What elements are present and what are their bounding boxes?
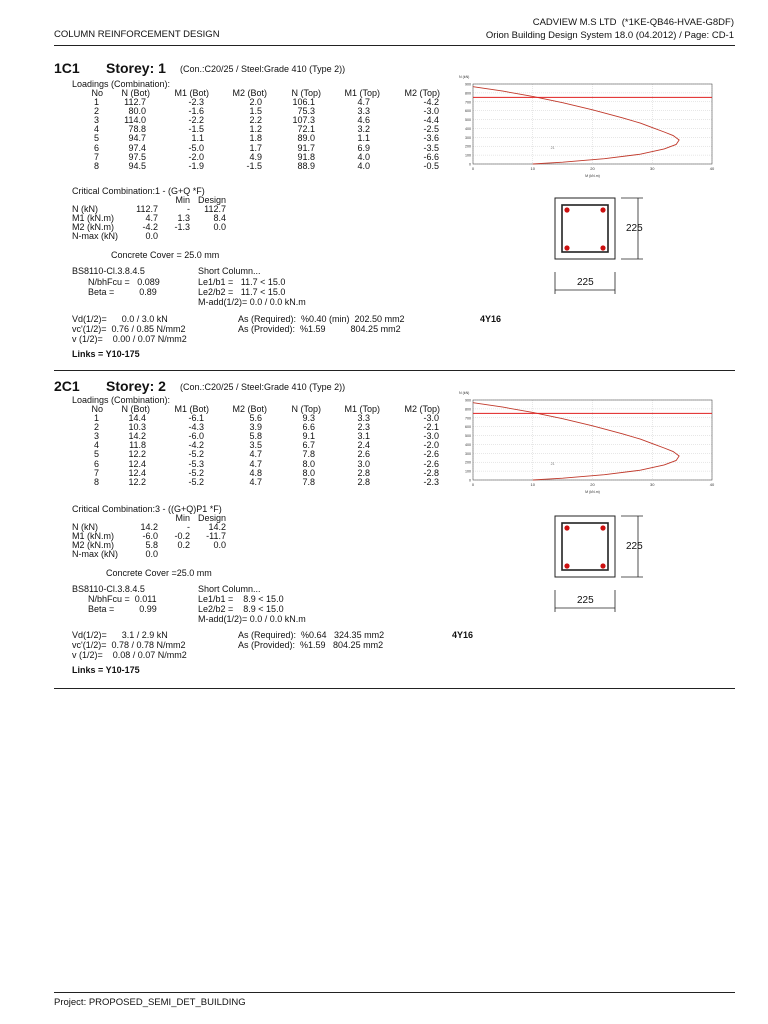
col-header: M1 (Bot)	[174, 88, 209, 98]
section-width-label: 225	[577, 277, 594, 288]
interaction-diagram-chart	[456, 390, 716, 494]
cell: -5.0	[188, 142, 204, 153]
x-tick-label: 20	[590, 166, 595, 171]
col-header: N (Bot)	[121, 404, 150, 414]
cell: N-max (kN)	[72, 549, 118, 560]
cell: -6.0	[142, 531, 158, 542]
section-width-label: 225	[577, 595, 594, 606]
column-section-drawing	[548, 192, 658, 302]
cell: -2.6	[423, 449, 439, 460]
cell: 78.8	[128, 124, 146, 135]
y-tick-label: 100	[465, 153, 471, 158]
cell: 5.8	[145, 540, 158, 551]
cell: -2.5	[423, 124, 439, 135]
nbhfcu-value: N/bhFcu = 0.089	[88, 277, 160, 287]
cell: 1.1	[357, 133, 370, 144]
section-outline	[555, 198, 615, 259]
col-header: N (Top)	[291, 88, 321, 98]
col-header: M2 (Top)	[404, 88, 440, 98]
cell: N (kN)	[72, 522, 98, 533]
cell: Min	[175, 195, 190, 205]
rebar-bar	[564, 525, 569, 530]
cell: -0.5	[423, 160, 439, 171]
cell: 91.7	[297, 142, 315, 153]
as-required: As (Required): %0.64 324.35 mm2	[238, 630, 385, 640]
cell: 2.6	[357, 449, 370, 460]
cell: 2.0	[249, 97, 262, 108]
cell: -11.7	[206, 531, 226, 542]
interaction-diagram-chart	[456, 74, 716, 178]
cell: 91.8	[297, 151, 315, 162]
cell: 7.8	[302, 449, 315, 460]
cell: 3.5	[249, 440, 262, 451]
cell: -0.2	[174, 531, 190, 542]
shear-vd: Vd(1/2)= 0.0 / 3.0 kN	[72, 314, 168, 324]
table-row	[72, 550, 226, 559]
cell: -5.2	[188, 449, 204, 460]
cell: N (kN)	[72, 204, 98, 215]
y-tick-label: 800	[465, 407, 471, 412]
cell: 112.7	[136, 204, 158, 215]
cell: 6.6	[302, 422, 315, 433]
cell: 6	[93, 142, 99, 153]
cell: -1.5	[246, 160, 262, 171]
cell: M1 (kN.m)	[72, 213, 114, 224]
storey-label: Storey: 2	[106, 378, 166, 394]
short-column-label: Short Column...	[198, 266, 261, 276]
cell: 2.8	[357, 476, 370, 487]
cell	[190, 232, 226, 241]
y-tick-label: 800	[465, 91, 471, 96]
cell: 12.4	[128, 458, 146, 469]
section-outline	[555, 516, 615, 577]
y-tick-label: 300	[465, 451, 471, 456]
additional-moment: M-add(1/2)= 0.0 / 0.0 kN.m	[198, 297, 306, 307]
section-divider	[54, 370, 735, 371]
rebar-bar	[600, 525, 605, 530]
shear-vd: Vd(1/2)= 3.1 / 2.9 kN	[72, 630, 168, 640]
cell: 3.2	[357, 124, 370, 135]
cell: 3	[93, 431, 99, 442]
cell: 0.0	[213, 222, 226, 233]
y-tick-label: 100	[465, 469, 471, 474]
cell	[158, 232, 190, 241]
cell: 4.0	[357, 160, 370, 171]
cell: 4.7	[249, 449, 262, 460]
loadings-label: Loadings (Combination):	[72, 79, 171, 89]
slenderness-2: Le2/b2 = 8.9 < 15.0	[198, 604, 284, 614]
cell: -3.0	[423, 431, 439, 442]
cell: 14.2	[208, 522, 226, 533]
cell: -4.2	[142, 222, 158, 233]
cell: 5.6	[249, 413, 262, 424]
interaction-curve	[473, 403, 679, 480]
col-header: N (Bot)	[121, 88, 150, 98]
links-label: Links = Y10-175	[72, 349, 140, 359]
cell: 1.7	[249, 142, 262, 153]
y-tick-label: 700	[465, 100, 471, 105]
concrete-cover: Concrete Cover = 25.0 mm	[111, 250, 220, 260]
cell: 10.3	[128, 422, 146, 433]
cell: 14.2	[128, 431, 146, 442]
cell: 5	[93, 449, 99, 460]
cell: 4.0	[357, 151, 370, 162]
cell: 106.1	[292, 97, 315, 108]
section-height-label: 225	[626, 541, 643, 552]
x-tick-label: 10	[530, 166, 535, 171]
link-outline	[562, 205, 608, 252]
cell: -2.0	[423, 440, 439, 451]
cell: 2.2	[249, 115, 262, 126]
cell: 88.9	[297, 160, 315, 171]
footer-divider	[54, 992, 735, 993]
cell: 4.9	[249, 151, 262, 162]
cell: 8.4	[213, 213, 226, 224]
slenderness-2: Le2/b2 = 11.7 < 15.0	[198, 287, 286, 297]
cell: -2.6	[423, 458, 439, 469]
loadings-table	[80, 405, 440, 487]
cell: 1.8	[249, 133, 262, 144]
y-tick-label: 900	[465, 82, 471, 87]
cell: 3	[93, 115, 99, 126]
cell: -5.2	[188, 467, 204, 478]
cell: 94.7	[128, 133, 146, 144]
cell: 4.8	[249, 467, 262, 478]
table-row	[72, 232, 226, 241]
link-outline	[562, 523, 608, 570]
slenderness-1: Le1/b1 = 11.7 < 15.0	[198, 277, 286, 287]
cell: -3.5	[423, 142, 439, 153]
rebar-bar	[564, 207, 569, 212]
critical-table	[72, 514, 226, 559]
section-height-label: 225	[626, 223, 643, 234]
cell: -2.2	[188, 115, 204, 126]
cell: 14.4	[128, 413, 146, 424]
cell: 1.3	[177, 213, 190, 224]
cell: 1.5	[249, 106, 262, 117]
cell: 1.2	[249, 124, 262, 135]
cell: -1.3	[174, 222, 190, 233]
y-axis-label: N (kN)	[459, 391, 470, 395]
curve-annotation: 21	[550, 461, 555, 466]
col-header: M2 (Bot)	[232, 404, 267, 414]
software-header: Orion Building Design System 18.0 (04.2012) / Page: CD-1	[485, 30, 734, 41]
cell: 6	[93, 458, 99, 469]
cell: 12.2	[128, 449, 146, 460]
cell: -5.3	[188, 458, 204, 469]
y-tick-label: 400	[465, 442, 471, 447]
cell: 7	[93, 151, 99, 162]
critical-combination: Critical Combination:3 - ((G+Q)P1 *F)	[72, 504, 222, 514]
as-provided: As (Provided): %1.59 804.25 mm2	[238, 640, 384, 650]
cell: 1.1	[191, 133, 204, 144]
cell: Design	[197, 195, 226, 205]
y-axis-label: N (kN)	[459, 75, 470, 79]
cell: 107.3	[292, 115, 315, 126]
cell: 3.1	[357, 431, 370, 442]
cell: 2.3	[357, 422, 370, 433]
col-header: N (Top)	[291, 404, 321, 414]
page-title: COLUMN REINFORCEMENT DESIGN	[54, 29, 220, 40]
rebar-label: 4Y16	[452, 630, 474, 640]
cell: -6.1	[188, 413, 204, 424]
shear-vc: vc'(1/2)= 0.76 / 0.85 N/mm2	[72, 324, 186, 334]
cell: 3.9	[249, 422, 262, 433]
cell: 97.5	[128, 151, 146, 162]
cell: 2.8	[357, 467, 370, 478]
cell: 0.2	[177, 540, 190, 551]
cell: -6.0	[188, 431, 204, 442]
cell	[158, 550, 190, 559]
cell: -	[187, 204, 190, 215]
y-tick-label: 0	[469, 162, 471, 167]
cell: 4.7	[357, 97, 370, 108]
rebar-bar	[564, 245, 569, 250]
cell: -5.2	[188, 476, 204, 487]
cell: 3.0	[357, 458, 370, 469]
concrete-cover: Concrete Cover =25.0 mm	[106, 568, 212, 578]
cell: -2.8	[423, 467, 439, 478]
critical-combination: Critical Combination:1 - (G+Q *F)	[72, 186, 205, 196]
beta-value: Beta = 0.89	[88, 287, 157, 297]
x-axis-label: M (kN.m)	[585, 490, 600, 494]
cell: 3.3	[357, 413, 370, 424]
col-header: M2 (Top)	[404, 404, 440, 414]
cell: Design	[197, 513, 226, 523]
cell: M2 (kN.m)	[72, 222, 114, 233]
column-id: 2C1	[54, 378, 80, 394]
as-required: As (Required): %0.40 (min) 202.50 mm2	[238, 314, 405, 324]
y-tick-label: 500	[465, 118, 471, 123]
cell: 0.0	[213, 540, 226, 551]
loadings-label: Loadings (Combination):	[72, 395, 171, 405]
cell: 9.1	[302, 431, 315, 442]
cell: 12.4	[128, 467, 146, 478]
cell: 4	[93, 440, 99, 451]
cell: Min	[175, 513, 190, 523]
cell: 114.0	[124, 115, 146, 126]
cell: -2.0	[188, 151, 204, 162]
cell: -3.0	[423, 413, 439, 424]
cell: 11.8	[129, 440, 146, 451]
cell: 112.7	[124, 97, 146, 108]
cell: -2.1	[423, 422, 439, 433]
x-tick-label: 30	[650, 166, 655, 171]
y-tick-label: 500	[465, 434, 471, 439]
col-header: M2 (Bot)	[232, 88, 267, 98]
cell: -4.4	[423, 115, 439, 126]
rebar-label: 4Y16	[480, 314, 502, 324]
cell: 8	[93, 160, 99, 171]
additional-moment: M-add(1/2)= 0.0 / 0.0 kN.m	[198, 614, 306, 624]
cell: 8.0	[302, 467, 315, 478]
code-clause: BS8110-Cl.3.8.4.5	[72, 584, 145, 594]
nbhfcu-value: N/bhFcu = 0.011	[88, 594, 157, 604]
y-tick-label: 700	[465, 416, 471, 421]
shear-v: v (1/2)= 0.00 / 0.07 N/mm2	[72, 334, 187, 344]
cell: 94.5	[128, 160, 146, 171]
x-tick-label: 40	[709, 166, 715, 171]
table-row	[80, 478, 440, 487]
cell: 2.4	[357, 440, 370, 451]
y-tick-label: 200	[465, 144, 471, 149]
storey-label: Storey: 1	[106, 60, 166, 76]
cell: 112.7	[204, 204, 226, 215]
cell: -4.3	[188, 422, 204, 433]
cell: N-max (kN)	[72, 231, 118, 242]
table-row	[80, 162, 440, 171]
slenderness-1: Le1/b1 = 8.9 < 15.0	[198, 594, 284, 604]
col-header: M1 (Top)	[344, 88, 380, 98]
cell: 4	[93, 124, 99, 135]
cell: 6.7	[302, 440, 315, 451]
cell: 0.0	[145, 549, 158, 560]
cell: 7	[93, 467, 99, 478]
x-tick-label: 0	[471, 482, 475, 487]
cell: 6.9	[357, 142, 370, 153]
cell: 12.2	[128, 476, 146, 487]
cell: 4.7	[145, 213, 158, 224]
cell: 14.2	[140, 522, 158, 533]
cell: -1.9	[188, 160, 204, 171]
y-tick-label: 900	[465, 398, 471, 403]
section-divider	[54, 688, 735, 689]
cell: 8.0	[302, 458, 315, 469]
col-header: No	[91, 88, 103, 98]
material-info: (Con.:C20/25 / Steel:Grade 410 (Type 2))	[180, 64, 346, 74]
cell	[190, 550, 226, 559]
critical-table	[72, 196, 226, 241]
cell: -4.2	[423, 97, 439, 108]
cell: 72.1	[297, 124, 315, 135]
cell: 7.8	[302, 476, 315, 487]
cell: -2.3	[423, 476, 439, 487]
cell: 9.3	[302, 413, 315, 424]
cell: 97.4	[128, 142, 146, 153]
x-tick-label: 30	[650, 482, 655, 487]
cell: 8	[93, 476, 99, 487]
cell: M1 (kN.m)	[72, 531, 114, 542]
cell: 1	[93, 97, 99, 108]
beta-value: Beta = 0.99	[88, 604, 157, 614]
rebar-bar	[600, 245, 605, 250]
company-header: CADVIEW M.S LTD (*1KE-QB46-HVAE-G8DF)	[532, 17, 734, 28]
cell: -4.2	[188, 440, 204, 451]
cell: -1.5	[188, 124, 204, 135]
code-clause: BS8110-Cl.3.8.4.5	[72, 266, 145, 276]
cell: 4.7	[249, 458, 262, 469]
x-tick-label: 40	[709, 482, 715, 487]
cell: 5	[93, 133, 99, 144]
cell: 4.6	[357, 115, 370, 126]
curve-annotation: 21	[550, 145, 555, 150]
col-header: M1 (Bot)	[174, 404, 209, 414]
rebar-bar	[600, 563, 605, 568]
cell: -2.3	[188, 97, 204, 108]
cell: M2 (kN.m)	[72, 540, 114, 551]
as-provided: As (Provided): %1.59 804.25 mm2	[238, 324, 401, 334]
col-header: M1 (Top)	[344, 404, 380, 414]
cell: 4.7	[249, 476, 262, 487]
cell: 80.0	[128, 106, 146, 117]
rebar-bar	[564, 563, 569, 568]
loadings-table	[80, 89, 440, 171]
y-tick-label: 600	[465, 425, 471, 430]
x-tick-label: 0	[471, 166, 475, 171]
interaction-curve	[473, 87, 679, 164]
column-section-drawing	[548, 510, 658, 620]
short-column-label: Short Column...	[198, 584, 261, 594]
cell: -3.0	[423, 106, 439, 117]
cell: -	[187, 522, 190, 533]
cell: 75.3	[297, 106, 315, 117]
cell: 5.8	[249, 431, 262, 442]
x-tick-label: 10	[530, 482, 535, 487]
cell: 3.3	[357, 106, 370, 117]
x-axis-label: M (kN.m)	[585, 174, 600, 178]
y-tick-label: 0	[469, 478, 471, 483]
x-tick-label: 20	[590, 482, 595, 487]
y-tick-label: 200	[465, 460, 471, 465]
y-tick-label: 400	[465, 126, 471, 131]
material-info: (Con.:C20/25 / Steel:Grade 410 (Type 2))	[180, 382, 346, 392]
cell: 2	[93, 106, 99, 117]
header-divider	[54, 45, 735, 46]
links-label: Links = Y10-175	[72, 665, 140, 675]
cell: 89.0	[297, 133, 315, 144]
y-tick-label: 300	[465, 135, 471, 140]
column-id: 1C1	[54, 60, 80, 76]
col-header: No	[91, 404, 103, 414]
cell: -1.6	[188, 106, 204, 117]
cell: -6.6	[423, 151, 439, 162]
shear-v: v (1/2)= 0.08 / 0.07 N/mm2	[72, 650, 187, 660]
shear-vc: vc'(1/2)= 0.78 / 0.78 N/mm2	[72, 640, 186, 650]
rebar-bar	[600, 207, 605, 212]
project-name: Project: PROPOSED_SEMI_DET_BUILDING	[54, 997, 246, 1008]
cell: 0.0	[145, 231, 158, 242]
cell: 1	[93, 413, 99, 424]
cell: 2	[93, 422, 99, 433]
cell: -3.6	[423, 133, 439, 144]
y-tick-label: 600	[465, 109, 471, 114]
